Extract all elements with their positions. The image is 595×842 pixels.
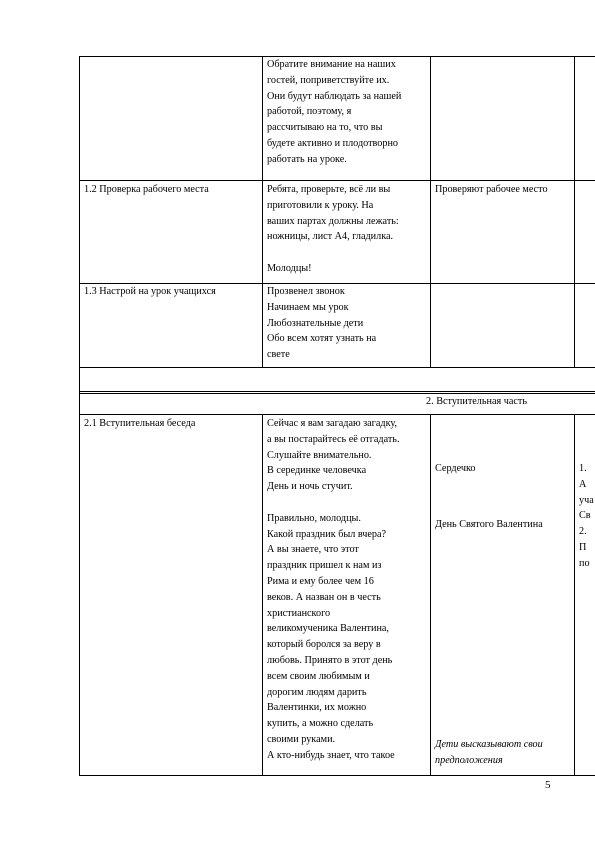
right-column-text: 1. А уча Св 2. П по [579,463,594,569]
student-answer-text: День Святого Валентина [435,519,543,530]
table-border [79,180,595,181]
teacher-activity-text: Прозвенел звонок Начинаем мы урок Любознательные дети Обо всем хотят узнать на свете [267,286,377,361]
page-number: 5 [545,779,551,791]
table-border [79,56,80,776]
stage-label: 1.3 Настрой на урок учащихся [84,286,216,297]
student-answer-text: Сердечко [435,463,476,474]
teacher-activity-text: Сейчас я вам загадаю загадку, а вы постарайтесь её отгадать. Слушайте внимательно. В серединке человечка День и ночь стучит. Правильно, молодцы. Какой праздник был вчера? А вы знаете, что этот праздник пришел к нам из Рима и ему более чем 16 веков. А назван он в честь христианского великомученика Валентина, который боролся за веру в любовь. Принято в этот день всем своим любимым и дорогим людям дарить Валентинки, их можно купить, а можно сделать своими руками. А кто-нибудь знает, что такое [267,418,400,761]
section-title: 2. Вступительная часть [426,396,527,407]
table-border [574,56,575,368]
teacher-activity-text: Обратите внимание на наших гостей, поприветствуйте их. Они будут наблюдать за нашей работой, поэтому, я рассчитываю на то, что вы будете активно и плодотворно работать на уроке. [267,59,402,165]
table-border [262,56,263,368]
table-border [574,414,575,776]
table-border [430,56,431,368]
table-border [430,414,431,776]
table-border [79,414,595,415]
table-border [79,367,595,368]
stage-label: 1.2 Проверка рабочего места [84,184,209,195]
student-answer-text: Дети высказывают свои предположения [435,739,543,766]
table-border [79,775,595,776]
table-border [79,391,595,392]
stage-label: 2.1 Вступительная беседа [84,418,196,429]
teacher-activity-text: Ребята, проверьте, всё ли вы приготовили к уроку. На ваших партах должны лежать: ножницы, лист А4, гладилка. Молодцы! [267,184,399,274]
student-activity-text: Проверяют рабочее место [435,184,548,195]
table-border [262,414,263,776]
